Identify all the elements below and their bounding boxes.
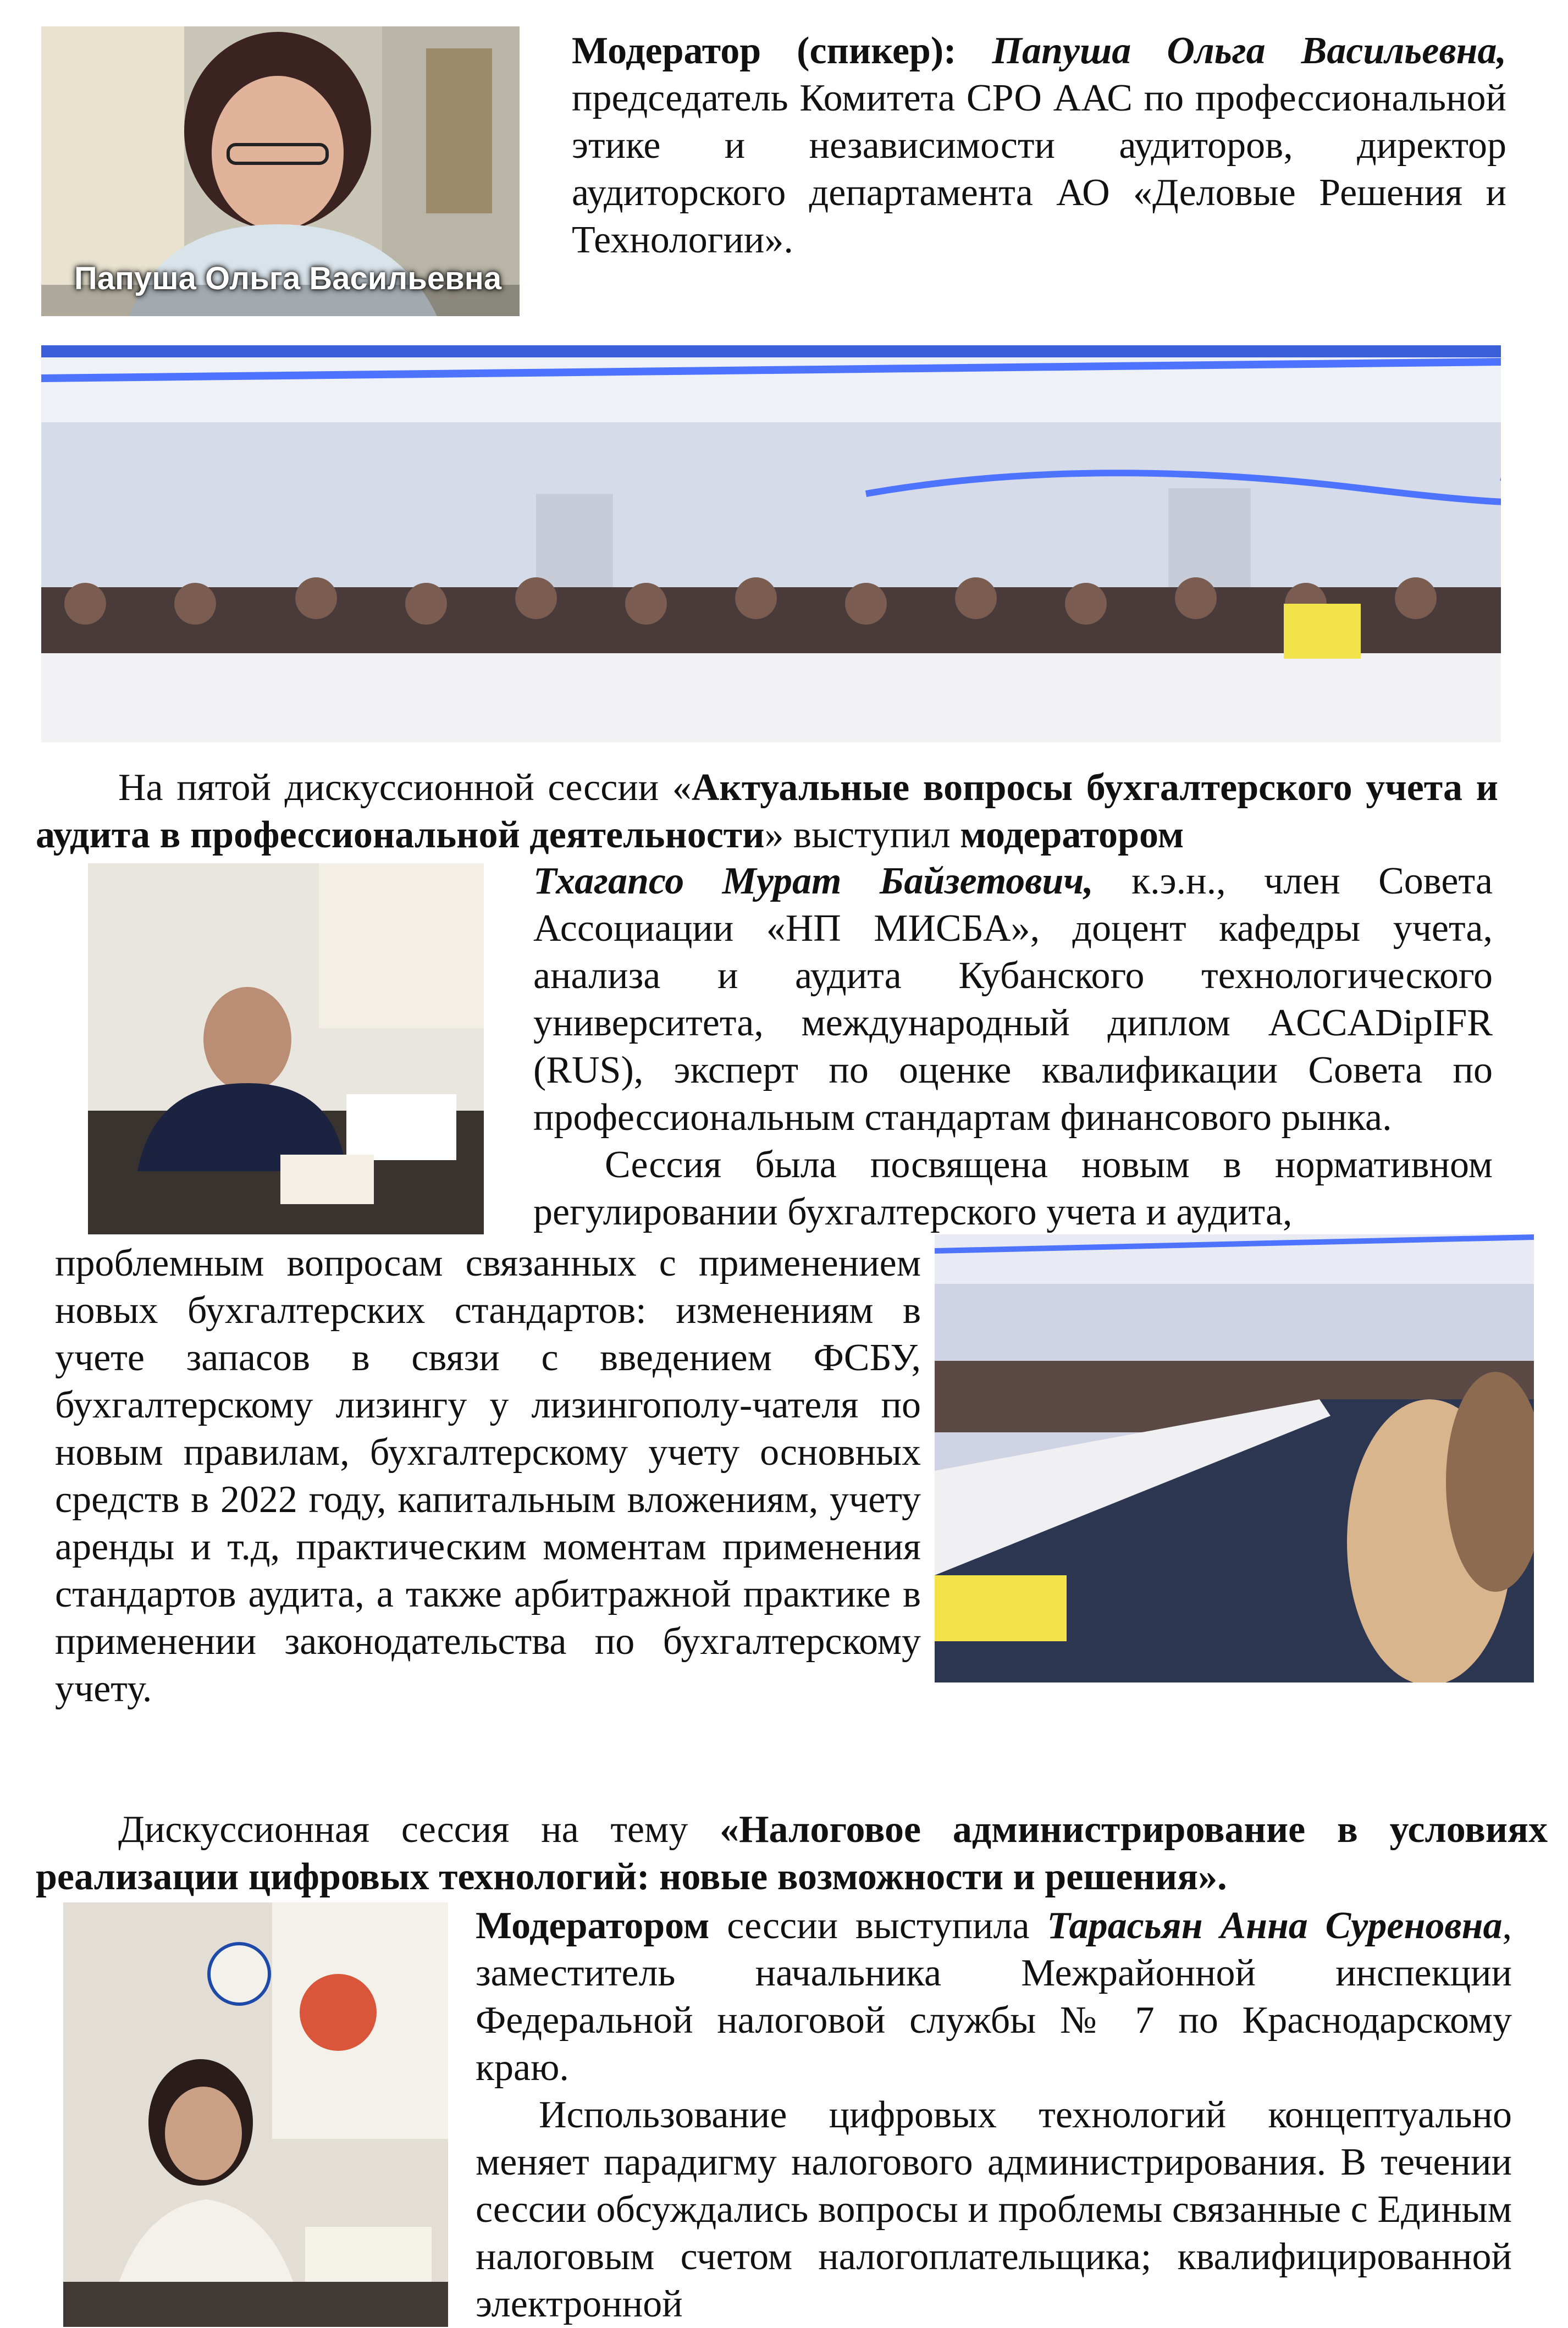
session5-moderator-name: Тхагапсо Мурат Байзетович,: [533, 860, 1094, 902]
session5-moderator-label: модератором: [960, 814, 1184, 856]
audience-photo: [935, 1234, 1534, 1682]
moderator1-desc: председатель Комитета СРО ААС по профессиональной этике и независимости аудиторов, директор аудиторского департамента АО «Деловые Решения и Технологии».: [572, 77, 1506, 261]
session6-title: «Налоговое администрирование в условиях реализации цифровых технологий: новые возможности и решения».: [36, 1808, 1548, 1898]
session6-moderator-text: сессии выступила: [709, 1905, 1047, 1947]
session5-intro-text-2: » выступил: [764, 814, 960, 856]
session6-moderator-name: Тарасьян Анна Суреновна: [1047, 1905, 1503, 1947]
session6-moderator-desc: , заместитель начальника Межрайонной инспекции Федеральной налоговой службы № 7 по Краснодарскому краю.: [476, 1905, 1512, 2089]
moderator1-block: [572, 27, 1506, 264]
session6-intro: [36, 1806, 1548, 1901]
session6-moderator-label: Модератором: [476, 1905, 710, 1947]
session5-intro: [36, 764, 1498, 859]
session5-title: Актуальные вопросы бухгалтерского учета и аудита в профессиональной деятельности: [36, 766, 1498, 856]
moderator1-role: Модератор (спикер):: [572, 30, 957, 72]
speaker-photo-3: [63, 1902, 448, 2327]
session5-paragraph-2-start: Сессия была посвящена новым в нормативном регулировании бухгалтерского учета и аудита,: [533, 1144, 1493, 1233]
conference-hall-photo: [41, 345, 1501, 742]
session5-intro-text: На пятой дискуссионной сессии «: [118, 766, 692, 809]
moderator1-name: Папуша Ольга Васильевна,: [992, 30, 1506, 72]
session5-moderator-block: [533, 858, 1493, 1236]
session6-paragraph-2: Использование цифровых технологий концептуально меняет парадигму налогового администрирования. В течении сессии обсуждались вопросы и проблемы связанные с Единым налоговым счетом налогоплательщика; квалифицированной электронной: [476, 2094, 1512, 2325]
portrait-photo-1: [41, 26, 520, 316]
session5-moderator-desc: к.э.н., член Совета Ассоциации «НП МИСБА», доцент кафедры учета, анализа и аудита Кубанского технологического университета, международный диплом ACCADipIFR (RUS), эксперт по оценке квалификации Совета по профессиональным стандартам финансового рынка.: [533, 860, 1493, 1139]
session6-intro-text: Дискуссионная сессия на тему: [118, 1808, 720, 1851]
session6-moderator-block: [476, 1902, 1512, 2328]
session5-paragraph-2: проблемным вопросам связанных с применением новых бухгалтерских стандартов: изменениям в учете запасов в связи с введением ФСБУ, бухгалтерскому лизингу у лизингополу-чателя по новым правилам, бухгалтерскому учету основных средств в 2022 году, капитальным вложениям, учету аренды и т.д, практическим моментам применения стандартов аудита, а также арбитражной практике в применении законодательства по бухгалтерскому учету.: [55, 1242, 921, 1710]
photo-caption: Папуша Ольга Васильевна: [74, 261, 502, 296]
speaker-photo-2: [88, 863, 484, 1234]
